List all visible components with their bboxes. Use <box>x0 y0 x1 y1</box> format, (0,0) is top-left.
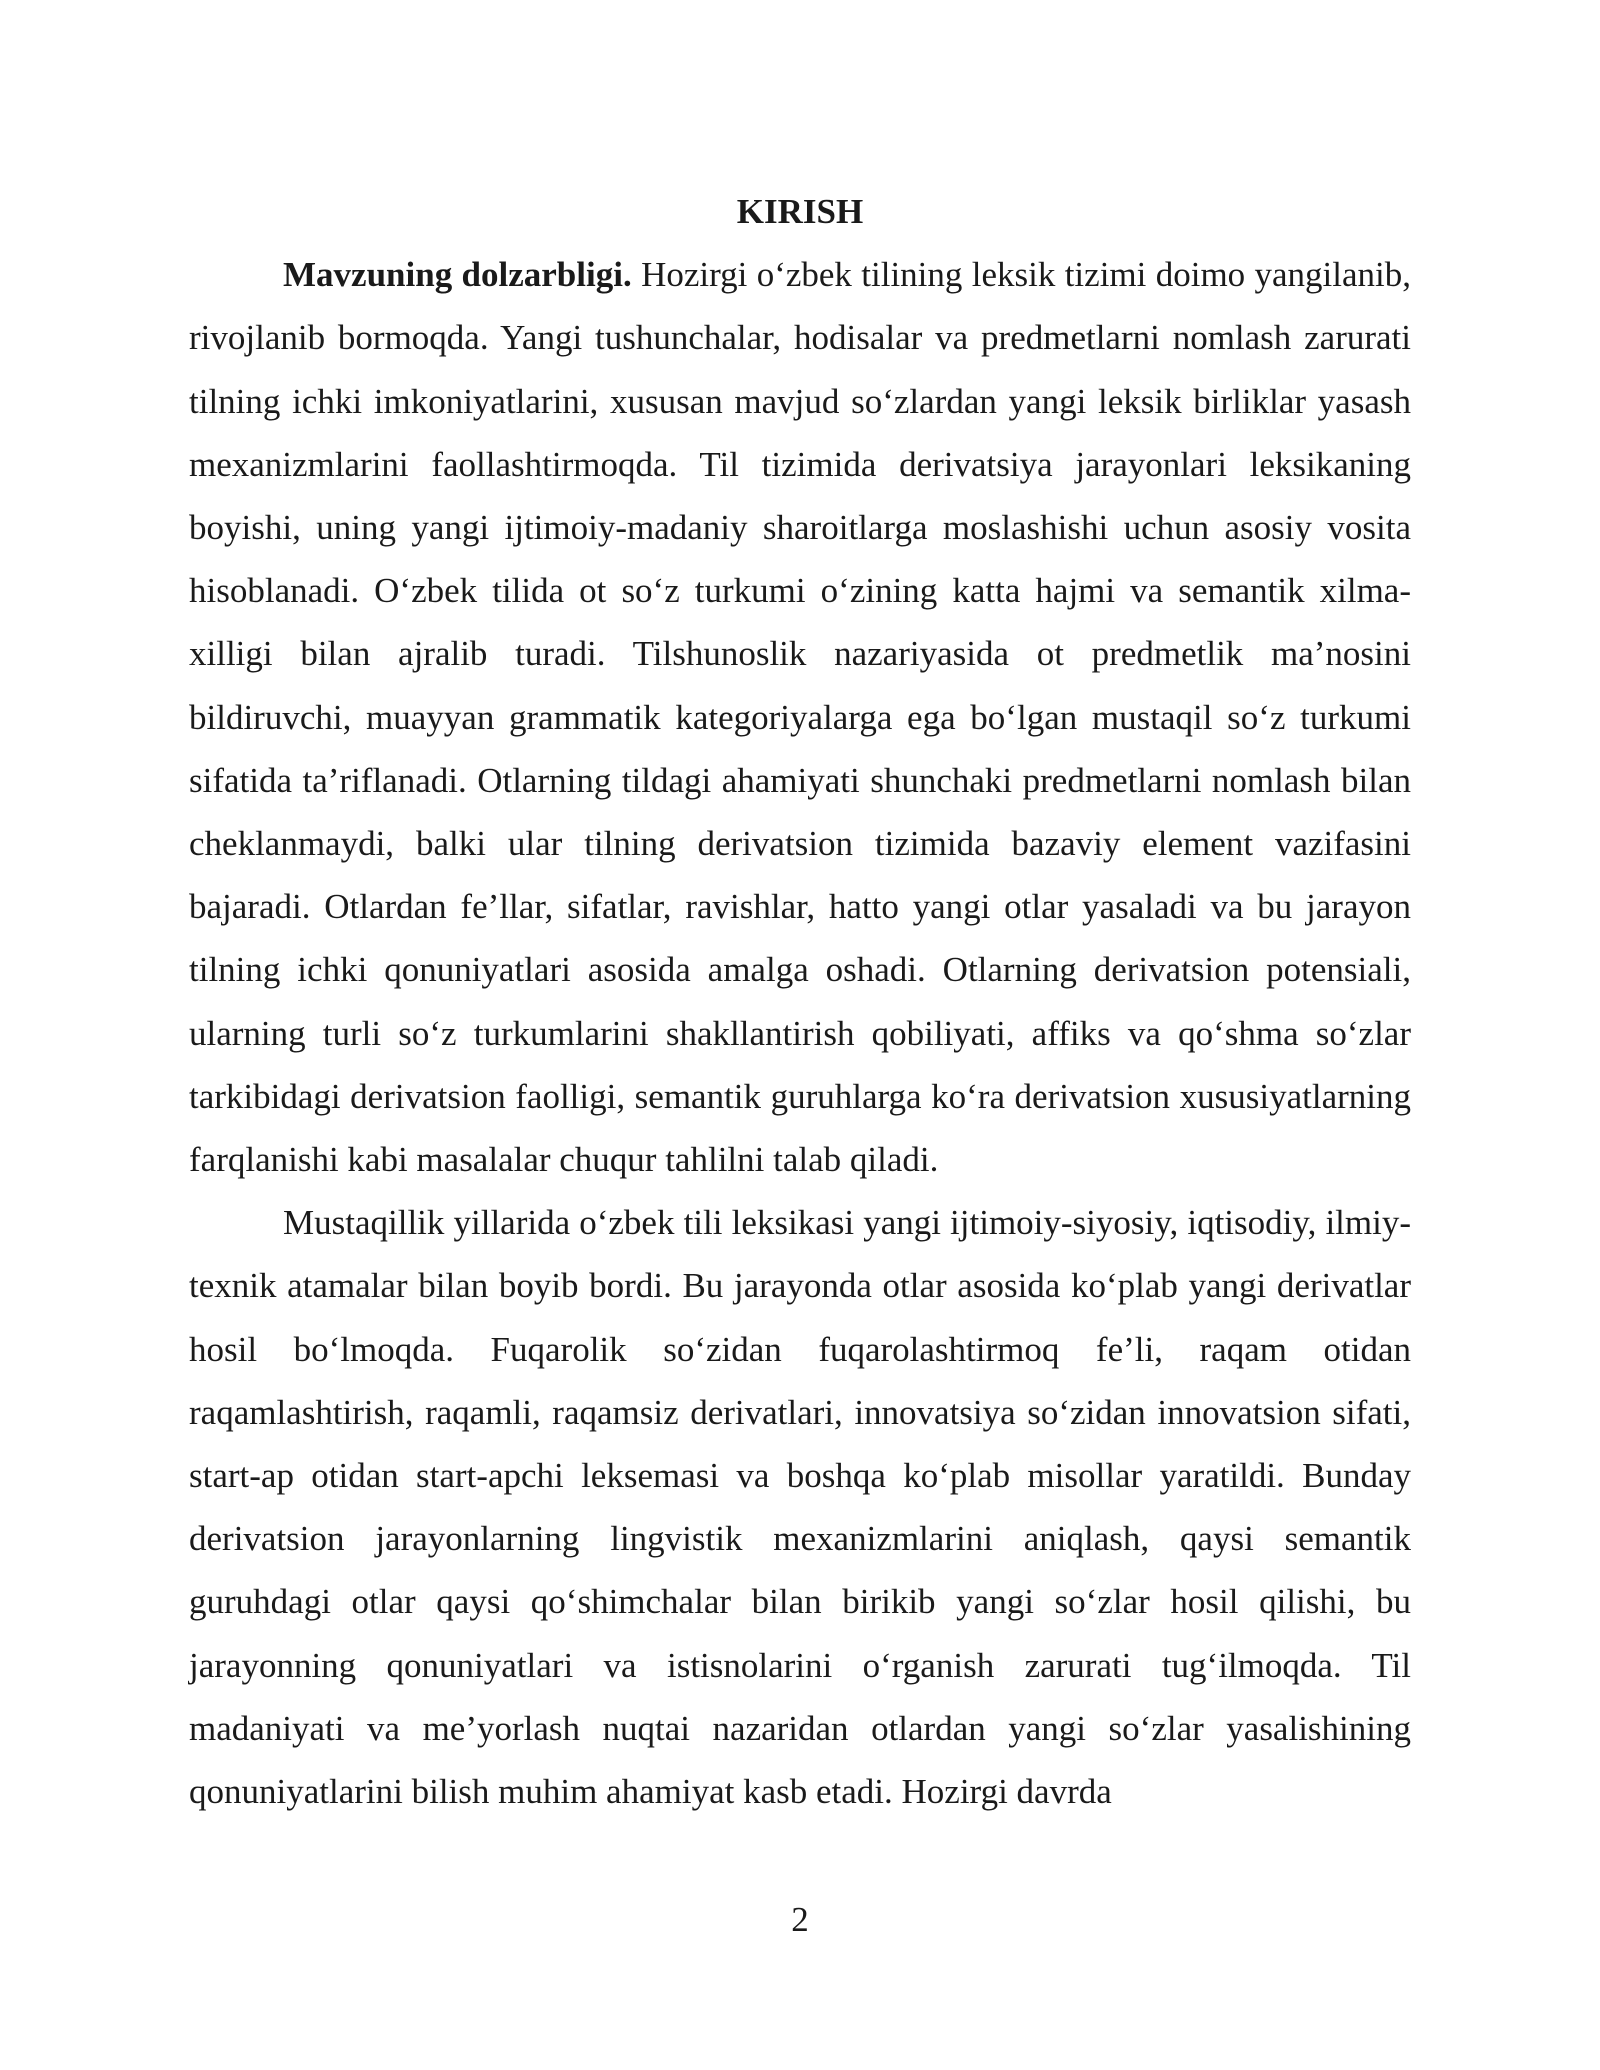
paragraph-relevance <box>189 243 1411 1191</box>
paragraph-lead-heading: Mavzuning dolzarbligi. <box>283 255 632 295</box>
page-number: 2 <box>791 1900 809 1939</box>
page-content <box>189 180 1411 1823</box>
paragraph-independence-years <box>189 1191 1411 1823</box>
paragraph-body: Mustaqillik yillarida o‘zbek tili leksikasi yangi ijtimoiy-siyosiy, iqtisodiy, ilmiy-texnik atamalar bilan boyib bordi. Bu jarayonda otlar asosida ko‘plab yangi derivatlar hosil bo‘lmoqda. Fuqarolik so‘zidan fuqarolashtirmoq fe’li, raqam otidan raqamlashtirish, raqamli, raqamsiz derivatlari, innovatsiya so‘zidan innovatsion sifati, start-ap otidan start-apchi leksemasi va boshqa ko‘plab misollar yaratildi. Bunday derivatsion jarayonlarning lingvistik mexanizmlarini aniqlash, qaysi semantik guruhdagi otlar qaysi qo‘shimchalar bilan birikib yangi so‘zlar hosil qilishi, bu jarayonning qonuniyatlari va istisnolarini o‘rganish zarurati tug‘ilmoqda. Til madaniyati va me’yorlash nuqtai nazaridan otlardan yangi so‘zlar yasalishining qonuniyatlarini bilish muhim ahamiyat kasb etadi. Hozirgi davrda <box>189 1203 1411 1812</box>
paragraph-body: Hozirgi o‘zbek tilining leksik tizimi doimo yangilanib, rivojlanib bormoqda. Yangi tushunchalar, hodisalar va predmetlarni nomlash zarurati tilning ichki imkoniyatlarini, xususan mavjud so‘zlardan yangi leksik birliklar yasash mexanizmlarini faollashtirmoqda. Til tizimida derivatsiya jarayonlari leksikaning boyishi, uning yangi ijtimoiy-madaniy sharoitlarga moslashishi uchun asosiy vosita hisoblanadi. O‘zbek tilida ot so‘z turkumi o‘zining katta hajmi va semantik xilma-xilligi bilan ajralib turadi. Tilshunoslik nazariyasida ot predmetlik ma’nosini bildiruvchi, muayyan grammatik kategoriyalarga ega bo‘lgan mustaqil so‘z turkumi sifatida ta’riflanadi. Otlarning tildagi ahamiyati shunchaki predmetlarni nomlash bilan cheklanmaydi, balki ular tilning derivatsion tizimida bazaviy element vazifasini bajaradi. Otlardan fe’llar, sifatlar, ravishlar, hatto yangi otlar yasaladi va bu jarayon tilning ichki qonuniyatlari asosida amalga oshadi. Otlarning derivatsion potensiali, ularning turli so‘z turkumlarini shakllantirish qobiliyati, affiks va qo‘shma so‘zlar tarkibidagi derivatsion faolligi, semantik guruhlarga ko‘ra derivatsion xususiyatlarning farqlanishi kabi masalalar chuqur tahlilni talab qiladi. <box>189 255 1412 1180</box>
section-title: KIRISH <box>736 192 864 231</box>
